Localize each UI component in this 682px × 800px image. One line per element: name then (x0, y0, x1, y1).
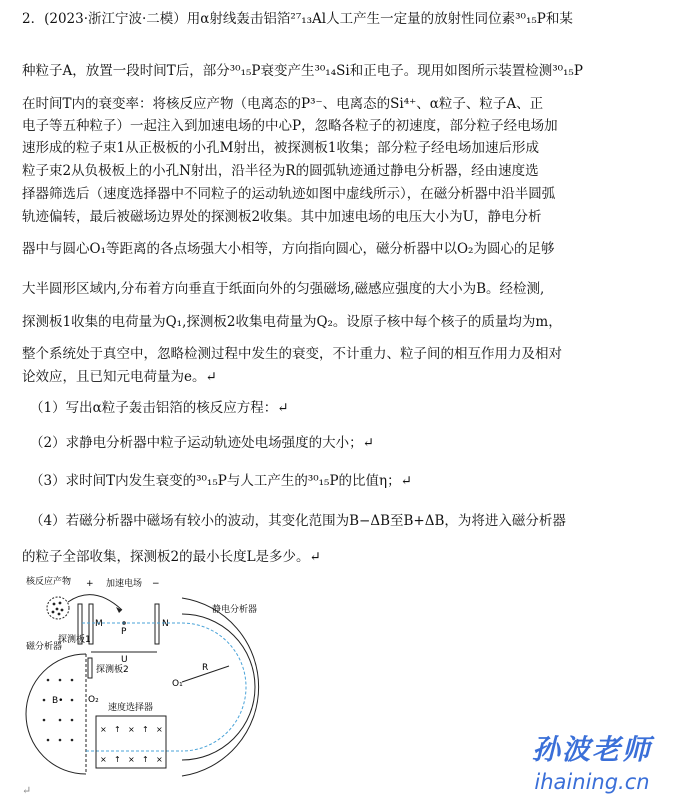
label-detector2: 探测板2 (96, 665, 129, 675)
selector-symbols (100, 725, 163, 764)
svg-text:↑: ↑ (142, 755, 149, 764)
label-static-analyzer: 静电分析器 (212, 605, 258, 615)
end-mark: ↵ (22, 784, 32, 797)
label-magnetic-analyzer: 磁分析器 (26, 642, 63, 652)
problem-line-8: 轨迹偏转，最后被磁场边界处的探测板2收集。其中加速电场的电压大小为U，静电分析 (22, 209, 542, 225)
watermark-url: ihaining.cn (534, 770, 650, 794)
products-cluster (47, 597, 69, 619)
apparatus-diagram (24, 574, 274, 779)
label-M: M (95, 619, 103, 629)
question-4-line-2: 的粒子全部收集，探测板2的最小长度L是多少。↵ (22, 549, 321, 565)
svg-text:×: × (128, 755, 135, 764)
watermark (532, 728, 652, 794)
label-products: 核反应产物 (26, 577, 72, 587)
detector-plate-2 (88, 658, 92, 678)
magnetic-boundary (26, 654, 86, 774)
problem-line-10: 大半圆形区域内,分布着方向垂直于纸面向外的匀强磁场,磁感应强度的大小为B。经检测, (22, 281, 545, 297)
label-detector1: 探测板1 (58, 635, 91, 645)
question-2: （2）求静电分析器中粒子运动轨迹处电场强度的大小；↵ (30, 435, 374, 451)
question-3: （3）求时间T内发生衰变的³⁰₁₅P与人工产生的³⁰₁₅P的比值η；↵ (30, 473, 412, 489)
label-accel-field: 加速电场 (106, 579, 143, 589)
label-O1: O₁ (172, 679, 183, 689)
problem-line-7: 择器筛选后（速度选择器中不同粒子的运动轨迹如图中虚线所示），在磁分析器中沿半圆弧 (22, 186, 556, 202)
negative-plate (155, 604, 159, 644)
question-4-line-1: （4）若磁分析器中磁场有较小的波动，其变化范围为B−ΔB至B+ΔB，为将进入磁分析器 (30, 513, 566, 529)
injection-arrow (68, 595, 122, 610)
label-O2: O₂ (88, 695, 99, 705)
label-P: P (121, 627, 127, 637)
analyzer-inner-arc (182, 614, 255, 760)
field-dots (43, 679, 74, 742)
svg-text:×: × (100, 725, 107, 734)
arc-trajectory (182, 623, 246, 751)
svg-text:×: × (156, 755, 163, 764)
problem-line-5: 速形成的粒子束1从正极板的小孔M射出，被探测板1收集；部分粒子经电场加速后形成 (22, 140, 540, 156)
problem-line-2: 种粒子A，放置一段时间T后，部分³⁰₁₅P衰变产生³⁰₁₄Si和正电子。现用如图所示装置检测³⁰₁₅P (22, 63, 583, 79)
watermark-cn: 孙波老师 (531, 733, 652, 766)
label-R: R (202, 663, 209, 673)
svg-text:×: × (128, 725, 135, 734)
problem-line-4: 电子等五种粒子）一起注入到加速电场的中心P，忽略各粒子的初速度，部分粒子经电场加 (22, 118, 558, 134)
question-1: （1）写出α粒子轰击铝箔的核反应方程：↵ (30, 400, 289, 416)
label-speed-selector: 速度选择器 (108, 703, 154, 713)
svg-text:×: × (156, 725, 163, 734)
label-minus-accel: − (152, 579, 160, 589)
svg-text:↑: ↑ (114, 725, 121, 734)
label-B: B• (52, 696, 64, 706)
problem-line-9: 器中与圆心O₁等距离的各点场强大小相等，方向指向圆心，磁分析器中以O₂为圆心的足够 (22, 241, 555, 257)
problem-line-12: 整个系统处于真空中，忽略检测过程中发生的衰变，不计重力、粒子间的相互作用力及相对 (22, 346, 562, 362)
problem-line-13: 论效应，且已知元电荷量为e。↵ (22, 369, 217, 385)
problem-line-3: 在时间T内的衰变率：将核反应产物（电离态的P³⁻、电离态的Si⁴⁺、α粒子、粒子A、正 (22, 96, 544, 112)
label-N: N (162, 619, 169, 629)
products-dots (52, 602, 64, 616)
label-plus-accel: + (86, 579, 94, 589)
svg-text:↑: ↑ (114, 755, 121, 764)
label-U: U (121, 655, 128, 665)
problem-line-11: 探测板1收集的电荷量为Q₁,探测板2收集电荷量为Q₂。设原子核中每个核子的质量均为m， (22, 314, 562, 330)
svg-text:×: × (100, 755, 107, 764)
svg-text:↑: ↑ (142, 725, 149, 734)
problem-line-6: 粒子束2从负极板上的小孔N射出，沿半径为R的圆弧轨迹通过静电分析器，经由速度选 (22, 163, 539, 179)
problem-line-1: 2．(2023·浙江宁波·二模）用α射线轰击铝箔²⁷₁₃Al人工产生一定量的放射性同位素³⁰₁₅P和某 (22, 11, 573, 27)
